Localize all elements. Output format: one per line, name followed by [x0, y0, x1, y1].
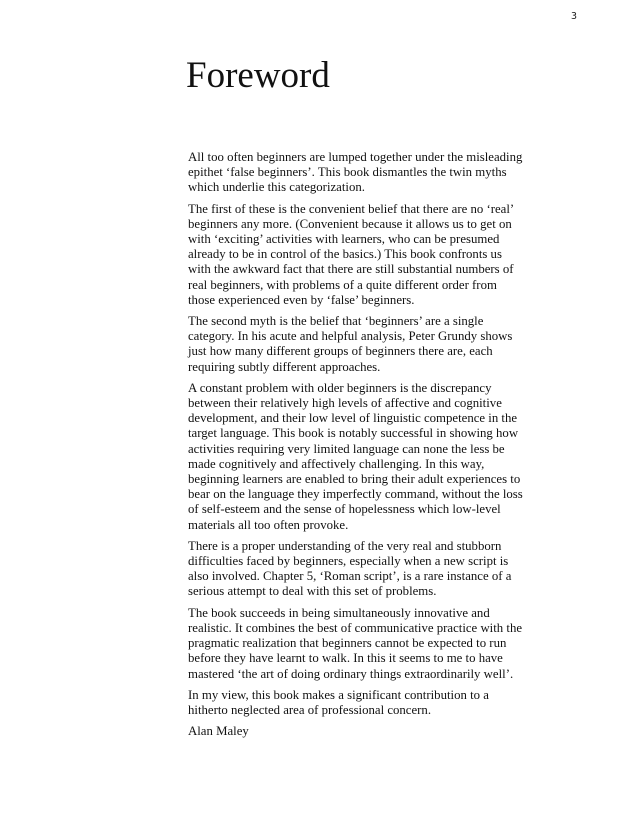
text-line: just how many different groups of beginners there are, each	[188, 344, 493, 359]
text-line: materials all too often provoke.	[188, 517, 349, 532]
text-line: The first of these is the convenient belief that there are no ‘real’	[188, 201, 515, 216]
text-line: epithet ‘false beginners’. This book dismantles the twin myths	[188, 165, 507, 180]
text-line: hitherto neglected area of professional concern.	[188, 702, 432, 717]
paragraph	[188, 539, 588, 600]
text-line: also involved. Chapter 5, ‘Roman script’, is a rare instance of a	[188, 569, 512, 584]
text-line: made cognitively and affectively challenging. In this way,	[188, 456, 485, 471]
text-line: with the awkward fact that there are still substantial numbers of	[188, 262, 514, 277]
paragraph	[188, 314, 588, 375]
text-line: development, and their low level of linguistic competence in the	[188, 411, 518, 426]
text-line: those experienced even by ‘false’ beginners.	[188, 292, 415, 307]
text-line: bear on the language they imperfectly command, without the loss	[188, 487, 523, 502]
text-line: difficulties faced by beginners, especially when a new script is	[188, 554, 509, 569]
text-line: target language. This book is notably successful in showing how	[188, 426, 519, 441]
foreword-body	[188, 150, 588, 739]
text-line: before they have learnt to walk. In this it seems to me to have	[188, 651, 503, 666]
text-line: mastered ‘the art of doing ordinary things extraordinarily well’.	[188, 666, 514, 681]
text-line: There is a proper understanding of the very real and stubborn	[188, 538, 502, 553]
paragraph	[188, 606, 588, 682]
text-line: In my view, this book makes a significant contribution to a	[188, 687, 489, 702]
text-line: A constant problem with older beginners is the discrepancy	[188, 380, 492, 395]
text-line: activities requiring very limited language can none the less be	[188, 441, 505, 456]
page-number: 3	[571, 11, 578, 22]
text-line: of self-esteem and the sense of hopelessness which low-level	[188, 502, 501, 517]
author-signature: Alan Maley	[188, 724, 249, 739]
paragraph	[188, 202, 588, 308]
text-line: already to be in control of the basics.) This book confronts us	[188, 247, 502, 262]
text-line: serious attempt to deal with this set of problems.	[188, 584, 437, 599]
paragraph	[188, 381, 588, 533]
text-line: with ‘exciting’ activities with learners, who can be presumed	[188, 232, 500, 247]
text-line: pragmatic realization that beginners cannot be expected to run	[188, 636, 507, 651]
paragraph	[188, 150, 588, 196]
text-line: between their relatively high levels of affective and cognitive	[188, 396, 502, 411]
page-title: Foreword	[186, 55, 330, 96]
text-line: beginners any more. (Convenient because it allows us to get on	[188, 216, 512, 231]
text-line: category. In his acute and helpful analysis, Peter Grundy shows	[188, 329, 513, 344]
text-line: which underlie this categorization.	[188, 180, 365, 195]
text-line: real beginners, with problems of a quite different order from	[188, 277, 497, 292]
text-line: The second myth is the belief that ‘beginners’ are a single	[188, 314, 484, 329]
text-line: requiring subtly different approaches.	[188, 359, 381, 374]
paragraph	[188, 688, 588, 718]
text-line: beginning learners are enabled to bring their adult experiences to	[188, 472, 521, 487]
text-line: All too often beginners are lumped together under the misleading	[188, 150, 523, 164]
text-line: The book succeeds in being simultaneously innovative and	[188, 605, 490, 620]
text-line: realistic. It combines the best of communicative practice with the	[188, 620, 523, 635]
